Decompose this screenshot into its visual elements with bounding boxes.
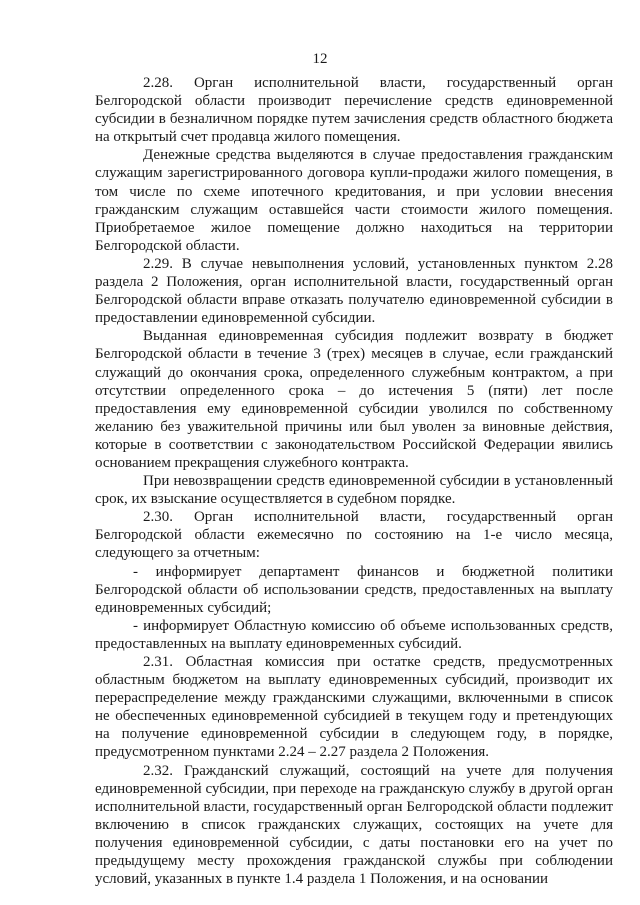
paragraph-2-30: 2.30. Орган исполнительной власти, государственный орган Белгородской области ежемесячно по состоянию на 1-е число месяца, следующего за отчетным: bbox=[95, 509, 613, 562]
paragraph-2-32: 2.32. Гражданский служащий, состоящий на учете для получения единовременной субсидии, при переходе на гражданскую службу в другой орган исполнительной власти, государственный орган Белгородской области подлежит включению в список гражданских служащих, состоящих на учете для получения единовременной субсидии, с даты постановки его на учет по предыдущему месту прохождения гражданской службы при соблюдении условий, указанных в пункте 1.4 раздела 1 Положения, и на основании bbox=[95, 762, 613, 888]
document-body bbox=[95, 74, 613, 888]
paragraph-2-29: 2.29. В случае невыполнения условий, установленных пунктом 2.28 раздела 2 Положения, орган исполнительной власти, государственный орган Белгородской области вправе отказать получателю единовременной субсидии в предоставлении единовременной субсидии. bbox=[95, 255, 613, 327]
page-number: 12 bbox=[312, 51, 328, 67]
list-item-regional-commission: - информирует Областную комиссию об объеме использованных средств, предоставленных на выплату единовременных субсидий. bbox=[95, 617, 613, 652]
list-item-finance-department: - информирует департамент финансов и бюджетной политики Белгородской области об использовании средств, предоставленных на выплату единовременных субсидий; bbox=[95, 563, 613, 616]
paragraph-recovery: При невозвращении средств единовременной субсидии в установленный срок, их взыскание осуществляется в судебном порядке. bbox=[95, 473, 613, 508]
paragraph-subsidy-return: Выданная единовременная субсидия подлежит возврату в бюджет Белгородской области в течение 3 (трех) месяцев в случае, если гражданский служащий до окончания срока, определенного служебным контрактом, а при отсутствии определенного срока – до истечения 5 (пяти) лет после предоставления ему единовременной субсидии уволился по собственному желанию без уважительной причины или был уволен за виновные действия, которые в соответствии с законодательством Российской Федерации явились основанием прекращения служебного контракта. bbox=[95, 328, 613, 471]
paragraph-2-28: 2.28. Орган исполнительной власти, государственный орган Белгородской области производит перечисление средств единовременной субсидии в безналичном порядке путем зачисления средств областного бюджета на открытый счет продавца жилого помещения. bbox=[95, 75, 613, 146]
paragraph-2-31: 2.31. Областная комиссия при остатке средств, предусмотренных областным бюджетом на выплату единовременных субсидий, производит их перераспределение между гражданскими служащими, включенными в список не обеспеченных единовременной субсидией в текущем году и претендующих на получение единовременной субсидии в следующем году, в порядке, предусмотренном пунктами 2.24 – 2.27 раздела 2 Положения. bbox=[95, 654, 613, 761]
paragraph-funds-allocation: Денежные средства выделяются в случае предоставления гражданским служащим зарегистрированного договора купли-продажи жилого помещения, в том числе по схеме ипотечного кредитования, и при условии внесения гражданским служащим оставшейся части стоимости жилого помещения. Приобретаемое жилое помещение должно находиться на территории Белгородской области. bbox=[95, 147, 613, 254]
